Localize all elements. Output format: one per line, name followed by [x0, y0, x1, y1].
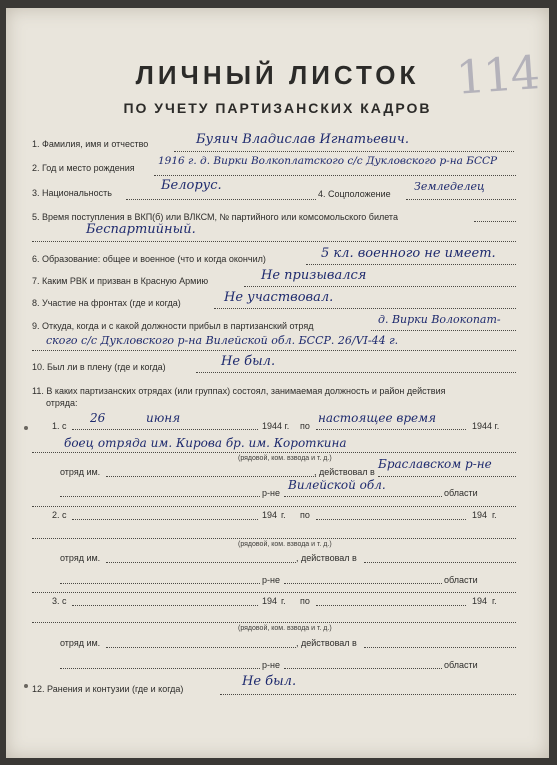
field-7-label: 7. Каким РВК и призван в Красную Армию	[32, 276, 209, 286]
record-2-acted-line	[364, 562, 516, 563]
field-5-line-b	[32, 241, 516, 242]
field-9-line-b	[32, 350, 516, 351]
record-1-position-note: (рядовой, ком. взвода и т. д.)	[238, 455, 332, 462]
field-9-value-2: ского с/с Дукловского р-на Вилейской обл. БССР. 26/VI-44 г.	[46, 334, 399, 347]
archive-number-stamp: 114	[454, 45, 540, 105]
record-1-district-line	[60, 496, 260, 497]
record-1-to: по	[300, 421, 310, 431]
field-2-line	[154, 175, 516, 176]
record-2-region-label: области	[444, 575, 478, 585]
record-2-district-label: р-не	[262, 575, 280, 585]
field-1-value: Буяич Владислав Игнатьевич.	[196, 132, 409, 147]
field-12-line	[220, 694, 516, 695]
record-3-district-line	[60, 668, 260, 669]
record-2-district-line	[60, 583, 260, 584]
record-3-region-label: области	[444, 660, 478, 670]
record-1-district-value: Вилейской обл.	[288, 478, 386, 492]
record-1-region-line	[284, 496, 442, 497]
record-1-month: июня	[146, 411, 181, 425]
record-2-year-from: 194	[262, 510, 278, 520]
record-1-to-line	[316, 429, 466, 430]
field-4-label: 4. Соцположение	[318, 189, 391, 199]
record-1-unit-line	[106, 476, 316, 477]
field-3-label: 3. Национальность	[32, 188, 112, 198]
record-3-year-to: 194	[472, 596, 488, 606]
record-1-acted-value: Браславском р-не	[378, 457, 492, 471]
field-1-label: 1. Фамилия, имя и отчество	[32, 139, 149, 149]
field-11-label-1: 11. В каких партизанских отрядах (или группах) состоял, занимаемая должность и район действия	[32, 386, 446, 396]
record-1-day: 26	[90, 411, 106, 425]
record-1-district-label: р-не	[262, 488, 280, 498]
field-8-label: 8. Участие на фронтах (где и когда)	[32, 298, 181, 308]
record-2-year-to: 194	[472, 510, 488, 520]
field-6-label: 6. Образование: общее и военное (что и когда окончил)	[32, 254, 266, 264]
record-1-position: боец отряда им. Кирова бр. им. Короткина	[64, 436, 347, 450]
record-1-unit-label: отряд им.	[60, 467, 101, 477]
field-12-label: 12. Ранения и контузии (где и когда)	[32, 684, 184, 694]
field-4-line	[406, 199, 516, 200]
record-2-acted-label: , действовал в	[296, 553, 357, 563]
record-1-num: 1. с	[52, 421, 67, 431]
field-3-value: Белорус.	[161, 178, 222, 193]
record-3-district-label: р-не	[262, 660, 280, 670]
record-1-from-line	[72, 429, 258, 430]
record-3-position-line	[32, 622, 516, 623]
field-4-value: Земледелец	[414, 180, 485, 193]
record-1-position-line	[32, 452, 516, 453]
field-5-label: 5. Время поступления в ВКП(б) или ВЛКСМ, № партийного или комсомольского билета	[32, 212, 398, 222]
field-5-line-a	[474, 221, 516, 222]
field-1-line	[174, 151, 514, 152]
record-1-acted-line	[378, 476, 516, 477]
record-1-year-from: 1944 г.	[262, 421, 290, 431]
record-1-acted-label: , действовал в	[314, 467, 375, 477]
field-10-value: Не был.	[221, 354, 276, 369]
personal-form-page	[6, 8, 549, 758]
record-2-unit-line	[106, 562, 296, 563]
record-3-to-line	[316, 605, 466, 606]
record-3-year-to-suffix: г.	[492, 596, 497, 606]
field-3-line	[126, 199, 316, 200]
field-11-label-2: отряда:	[46, 398, 78, 408]
record-1-end-line	[32, 506, 516, 507]
record-3-unit-line	[106, 647, 296, 648]
field-5-value: Беспартийный.	[86, 222, 196, 237]
record-3-from-line	[72, 605, 258, 606]
field-7-line	[244, 286, 516, 287]
record-2-unit-label: отряд им.	[60, 553, 101, 563]
record-3-year-suffix: г.	[281, 596, 286, 606]
record-3-num: 3. с	[52, 596, 67, 606]
record-3-year-from: 194	[262, 596, 278, 606]
field-7-value: Не призывался	[261, 268, 367, 283]
record-3-acted-label: , действовал в	[296, 638, 357, 648]
record-1-to-value: настоящее время	[318, 411, 437, 425]
record-2-region-line	[284, 583, 442, 584]
binding-hole-mark	[24, 426, 28, 430]
field-2-value: 1916 г. д. Вирки Волкоплатского с/с Дукловского р-на БССР	[158, 155, 498, 167]
field-9-value-1: д. Вирки Волокопат-	[378, 313, 501, 326]
field-8-line	[214, 308, 516, 309]
field-6-line	[306, 264, 516, 265]
record-2-position-note: (рядовой, ком. взвода и т. д.)	[238, 541, 332, 548]
form-title: ЛИЧНЫЙ ЛИСТОК	[135, 60, 420, 90]
record-1-region-label: области	[444, 488, 478, 498]
field-9-line-a	[371, 330, 516, 331]
record-2-position-line	[32, 538, 516, 539]
record-3-unit-label: отряд им.	[60, 638, 101, 648]
record-2-year-suffix: г.	[281, 510, 286, 520]
field-9-label: 9. Откуда, когда и с какой должности прибыл в партизанский отряд	[32, 321, 314, 331]
field-6-value: 5 кл. военного не имеет.	[321, 246, 496, 261]
record-2-to: по	[300, 510, 310, 520]
field-10-label: 10. Был ли в плену (где и когда)	[32, 362, 166, 372]
field-12-value: Не был.	[242, 674, 297, 689]
record-2-from-line	[72, 519, 258, 520]
binding-hole-mark	[24, 684, 28, 688]
form-subtitle: ПО УЧЕТУ ПАРТИЗАНСКИХ КАДРОВ	[123, 100, 432, 116]
record-2-to-line	[316, 519, 466, 520]
field-8-value: Не участвовал.	[224, 290, 334, 305]
record-3-to: по	[300, 596, 310, 606]
record-3-acted-line	[364, 647, 516, 648]
record-2-year-to-suffix: г.	[492, 510, 497, 520]
record-1-year-to: 1944 г.	[472, 421, 500, 431]
record-3-region-line	[284, 668, 442, 669]
field-2-label: 2. Год и место рождения	[32, 163, 135, 173]
record-2-end-line	[32, 592, 516, 593]
field-10-line	[196, 372, 516, 373]
record-3-position-note: (рядовой, ком. взвода и т. д.)	[238, 625, 332, 632]
record-2-num: 2. с	[52, 510, 67, 520]
